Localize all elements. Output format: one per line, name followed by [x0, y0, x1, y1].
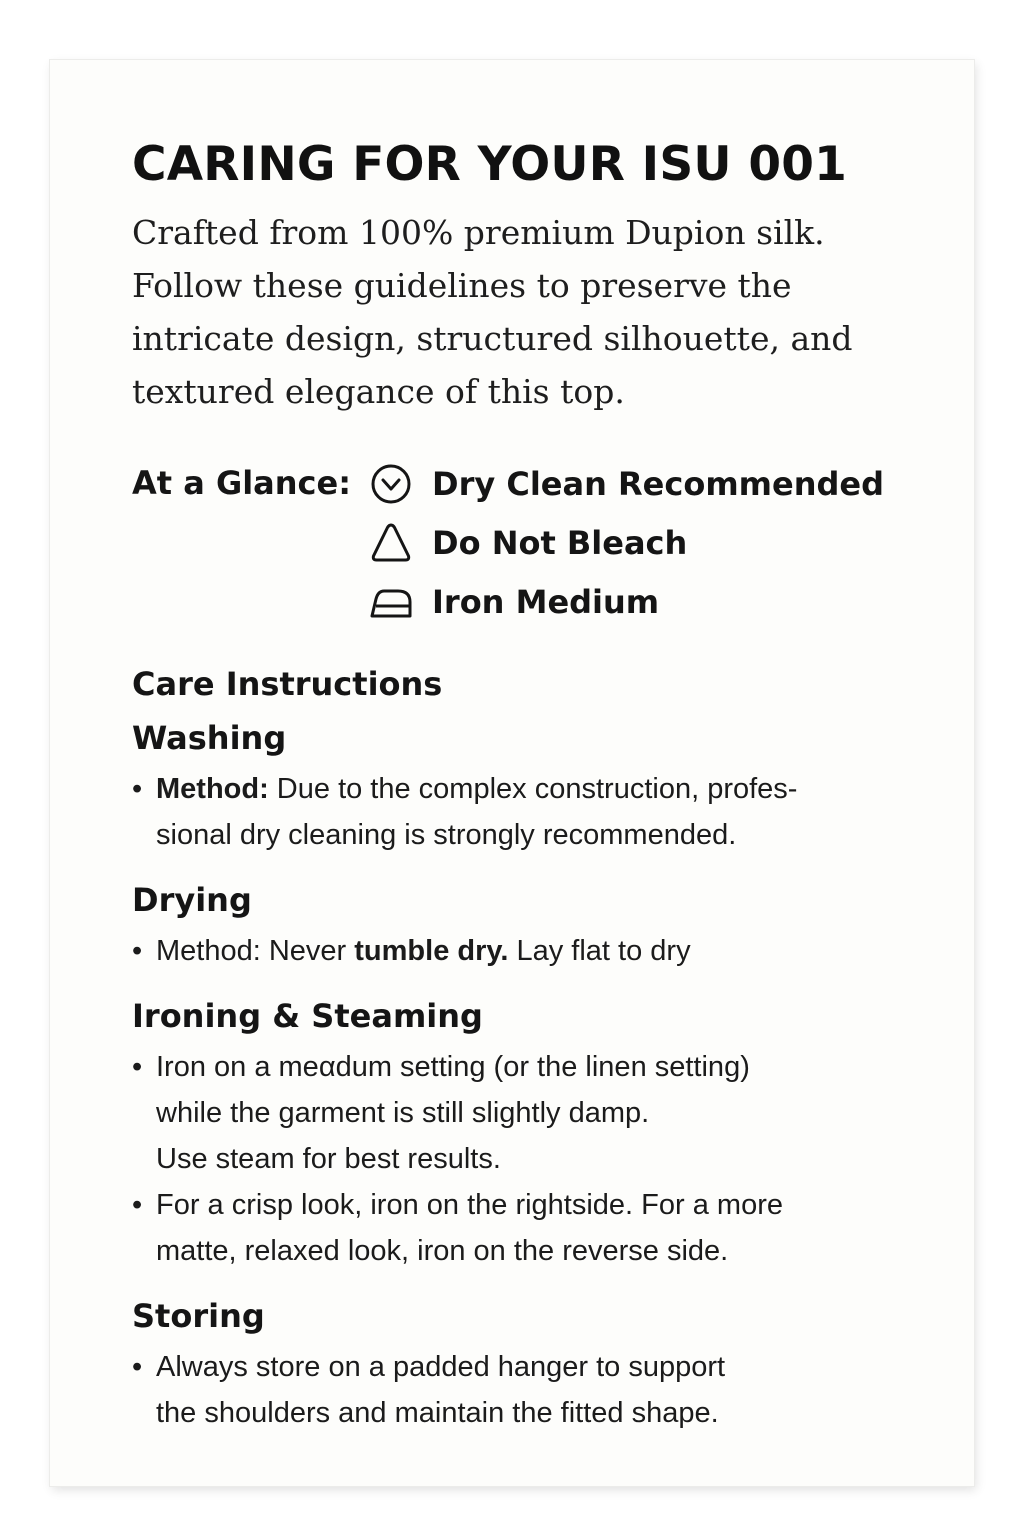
at-a-glance — [132, 454, 922, 630]
drying-list — [132, 928, 922, 974]
method-label: Method: — [156, 773, 269, 805]
glance-item-iron — [368, 572, 884, 631]
bullet-line: Use steam for best results. — [156, 1143, 501, 1175]
glance-text: Do Not Bleach — [432, 523, 688, 562]
intro-line: textured elegance of this top. — [132, 372, 625, 411]
washing-list — [132, 766, 922, 858]
care-instructions-heading: Care Instructions — [132, 665, 443, 703]
bullet-text: Due to the complex construction, profes- — [268, 773, 798, 805]
bullet-line — [156, 928, 922, 974]
list-item — [132, 766, 922, 858]
bullet-line: the shoulders and maintain the fitted shape. — [156, 1397, 719, 1429]
bullet-line: • Iron on a meαdum setting (or the linen setting) — [156, 1051, 750, 1083]
bullet-text: Method: Never — [156, 935, 355, 967]
bullet-line: • For a crisp look, iron on the rightside. For a more — [156, 1189, 783, 1221]
glance-item-dry-clean — [368, 454, 884, 513]
glance-text: Dry Clean Recommended — [432, 464, 884, 503]
list-item — [132, 1044, 922, 1182]
storing-heading: Storing — [132, 1297, 265, 1335]
washing-heading: Washing — [132, 719, 287, 757]
ironing-heading: Ironing & Steaming — [132, 997, 483, 1035]
iron-icon — [368, 579, 414, 625]
glance-text: Iron Medium — [432, 582, 660, 621]
bullet-line — [156, 766, 922, 812]
intro-paragraph — [132, 206, 922, 418]
intro-line: intricate design, structured silhouette, and — [132, 319, 853, 358]
bullet-text: Lay flat to dry — [508, 935, 691, 967]
do-not-bleach-icon — [368, 520, 414, 566]
glance-label: At a Glance: — [132, 464, 352, 502]
list-item — [132, 928, 922, 974]
list-item — [132, 1344, 922, 1436]
page-title: CARING FOR YOUR ISU 001 — [132, 137, 848, 192]
care-content — [132, 132, 922, 1436]
ironing-list — [132, 1044, 922, 1274]
drying-heading: Drying — [132, 881, 252, 919]
intro-line: Crafted from 100% premium Dupion silk. — [132, 213, 825, 252]
bullet-line: • Always store on a padded hanger to support — [156, 1351, 726, 1383]
bullet-line: matte, relaxed look, iron on the reverse side. — [156, 1235, 729, 1267]
storing-list — [132, 1344, 922, 1436]
bullet-line: while the garment is still slightly damp. — [156, 1097, 650, 1129]
intro-line: Follow these guidelines to preserve the — [132, 266, 792, 305]
glance-list — [368, 454, 884, 631]
glance-item-do-not-bleach — [368, 513, 884, 572]
dry-clean-icon — [368, 461, 414, 507]
bullet-emphasis: tumble dry. — [354, 935, 509, 967]
care-card — [50, 60, 974, 1486]
list-item — [132, 1182, 922, 1274]
bullet-line: sional dry cleaning is strongly recommended. — [156, 819, 737, 851]
